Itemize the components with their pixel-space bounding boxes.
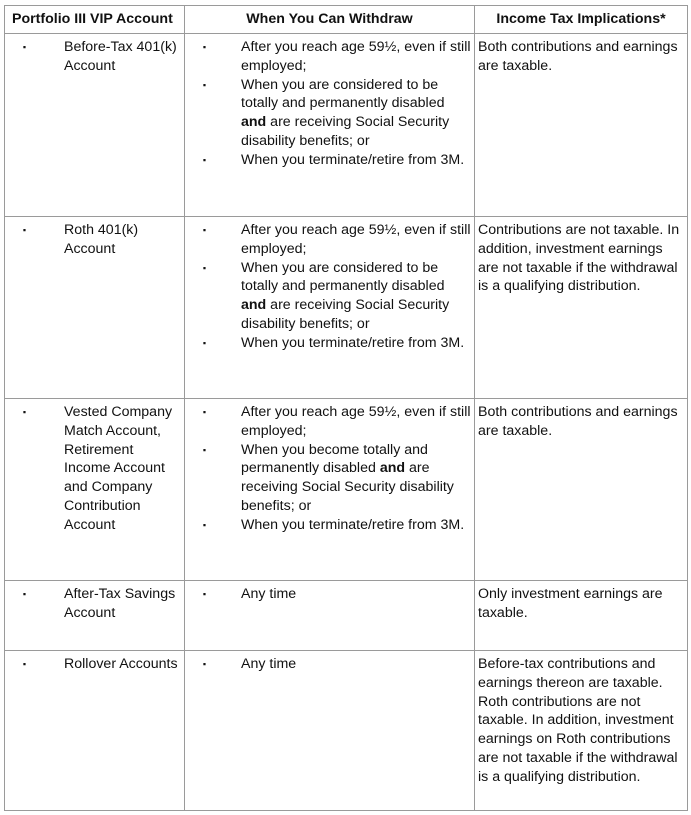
- tax-cell: Both contributions and earnings are taxable.: [475, 399, 688, 581]
- account-cell: [5, 217, 185, 399]
- list-item: [188, 441, 471, 516]
- list-item: [188, 259, 471, 334]
- withdraw-cell: [185, 581, 475, 651]
- withdraw-cell: [185, 399, 475, 581]
- header-withdraw: When You Can Withdraw: [185, 6, 475, 34]
- bullet-icon: ▪: [202, 337, 207, 348]
- tax-cell: Both contributions and earnings are taxable.: [475, 34, 688, 217]
- header-tax: Income Tax Implications*: [475, 6, 688, 34]
- withdraw-text: When you are considered to be totally and permanently disabled: [241, 76, 445, 112]
- withdraw-text: After you reach age 59½, even if still employed;: [241, 222, 471, 257]
- list-item: [188, 516, 471, 535]
- list-item: [188, 585, 471, 604]
- bullet-icon: ▪: [202, 42, 207, 52]
- list-item: [188, 334, 471, 353]
- withdraw-text: are receiving Social Security disability benefits; or: [241, 460, 454, 514]
- account-cell: [5, 581, 185, 651]
- withdraw-cell: [185, 34, 475, 217]
- withdraw-text: When you terminate/retire from 3M.: [241, 151, 465, 168]
- account-cell: [5, 399, 185, 581]
- bullet-icon: ▪: [202, 407, 207, 417]
- withdraw-text: After you reach age 59½, even if still employed;: [241, 39, 471, 74]
- withdrawal-table: [4, 5, 688, 811]
- withdraw-text: After you reach age 59½, even if still employed;: [241, 404, 471, 439]
- bullet-icon: ▪: [22, 589, 27, 599]
- account-name: After-Tax Savings Account: [64, 586, 176, 621]
- bullet-icon: ▪: [22, 225, 27, 235]
- bullet-icon: ▪: [22, 42, 27, 52]
- bullet-icon: ▪: [202, 589, 207, 599]
- list-item: [188, 151, 471, 170]
- bullet-icon: ▪: [202, 225, 207, 235]
- withdraw-text: When you terminate/retire from 3M.: [241, 516, 465, 533]
- withdraw-cell: [185, 217, 475, 399]
- tax-cell: Contributions are not taxable. In addition, investment earnings are not taxable if the withdrawal is a qualifying distribution.: [475, 217, 688, 399]
- list-item: [188, 221, 471, 259]
- bullet-icon: ▪: [22, 659, 27, 669]
- account-cell: [5, 34, 185, 217]
- bullet-icon: ▪: [202, 444, 207, 455]
- list-item: [188, 38, 471, 76]
- header-row: [5, 6, 688, 34]
- table-row: [5, 651, 688, 811]
- emphasis-text: and: [379, 460, 406, 477]
- bullet-icon: ▪: [202, 154, 207, 165]
- withdraw-text: are receiving Social Security disability benefits; or: [241, 114, 450, 149]
- header-account: Portfolio III VIP Account: [5, 6, 185, 34]
- table-row: [5, 581, 688, 651]
- withdraw-text: When you become totally and permanently disabled: [241, 441, 428, 477]
- withdraw-text: When you are considered to be totally and permanently disabled: [241, 259, 445, 295]
- withdraw-text: Any time: [241, 586, 297, 602]
- emphasis-text: and: [241, 114, 267, 131]
- account-name: Roth 401(k) Account: [64, 222, 139, 257]
- withdraw-text: When you terminate/retire from 3M.: [241, 334, 465, 351]
- withdraw-text: Any time: [241, 656, 297, 672]
- list-item: [188, 76, 471, 151]
- bullet-icon: ▪: [22, 407, 27, 417]
- account-name: Vested Company Match Account, Retirement Income Account and Company Contribution Account: [64, 404, 173, 533]
- table-row: [5, 217, 688, 399]
- bullet-icon: ▪: [202, 659, 207, 669]
- bullet-icon: ▪: [202, 79, 207, 90]
- list-item: [188, 655, 471, 674]
- account-name: Before-Tax 401(k) Account: [64, 39, 177, 74]
- tax-cell: Only investment earnings are taxable.: [475, 581, 688, 651]
- table-row: [5, 34, 688, 217]
- account-name: Rollover Accounts: [64, 656, 178, 672]
- table-row: [5, 399, 688, 581]
- withdraw-cell: [185, 651, 475, 811]
- bullet-icon: ▪: [202, 262, 207, 273]
- list-item: [188, 403, 471, 441]
- emphasis-text: and: [241, 297, 267, 314]
- tax-cell: Before-tax contributions and earnings thereon are taxable. Roth contributions are not taxable. In addition, investment earnings on Roth contributions are not taxable if the withdrawal is a qualifying distribution.: [475, 651, 688, 811]
- account-cell: [5, 651, 185, 811]
- withdraw-text: are receiving Social Security disability benefits; or: [241, 297, 450, 332]
- bullet-icon: ▪: [202, 519, 207, 530]
